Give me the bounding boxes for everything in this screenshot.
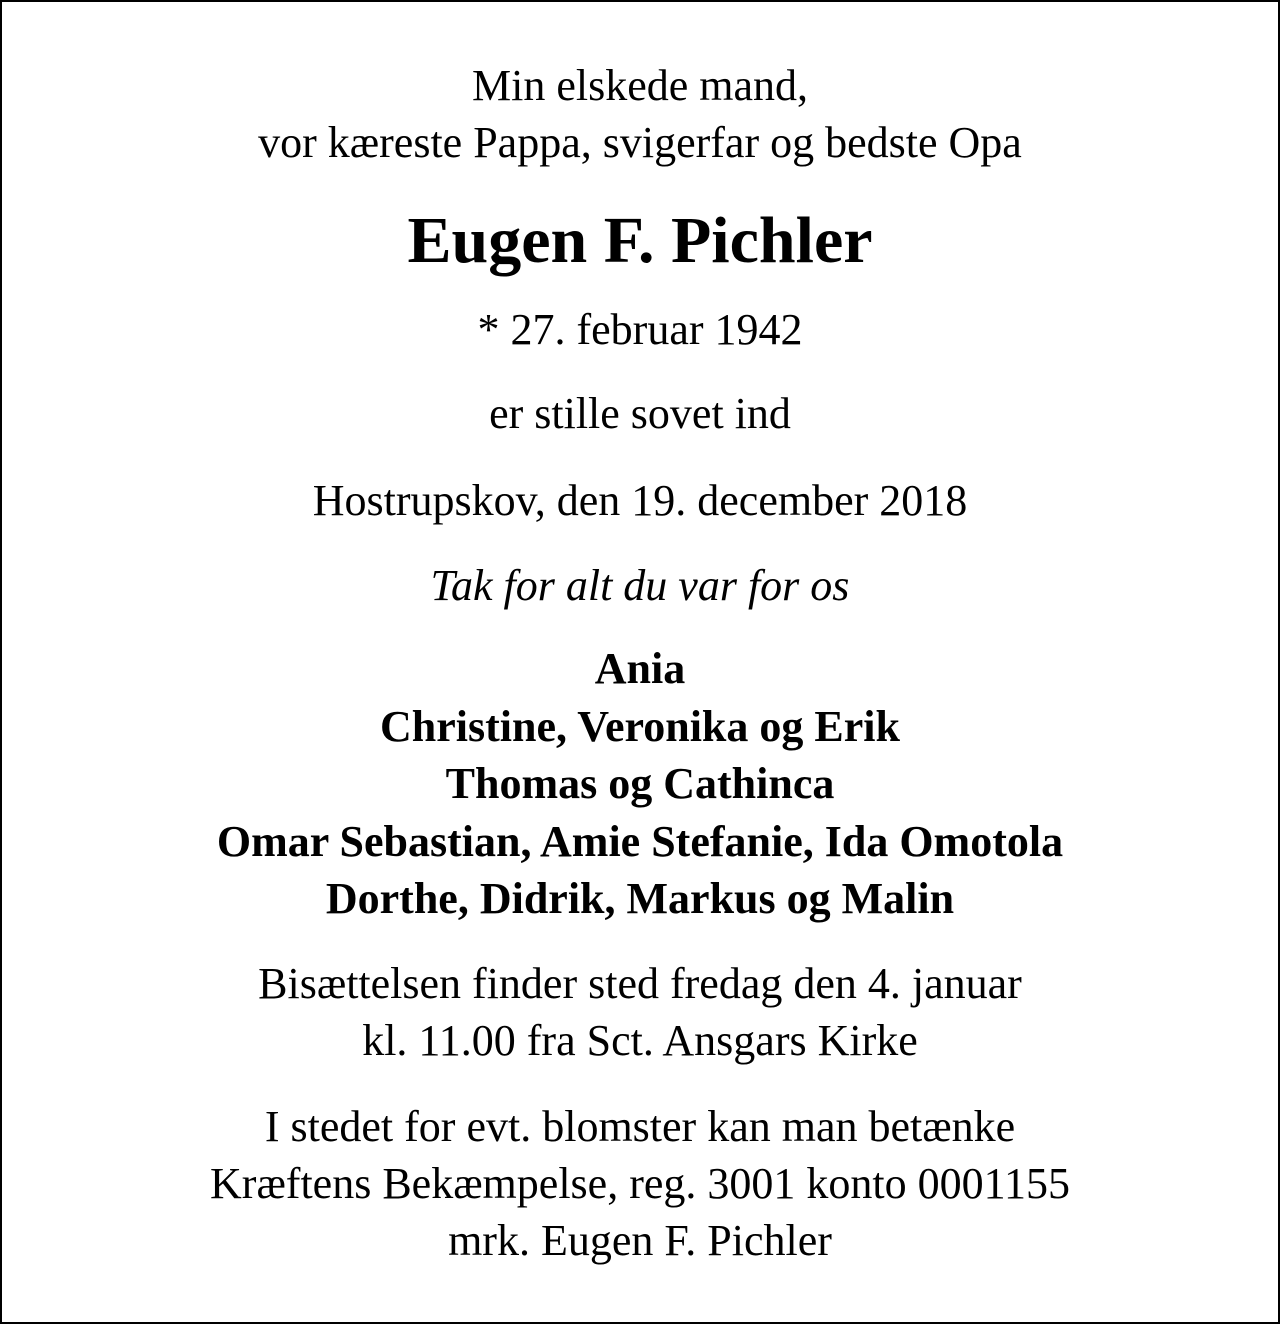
birth-date: * 27. februar 1942 — [477, 305, 803, 354]
donation-line-1: I stedet for evt. blomster kan man betænke — [264, 1102, 1016, 1151]
family-line-2: Christine, Veronika og Erik — [380, 702, 900, 751]
donation-line-2: Kræftens Bekæmpelse, reg. 3001 konto 0001155 — [210, 1159, 1070, 1208]
family-line-1: Ania — [594, 644, 686, 693]
intro-line-2: vor kæreste Pappa, svigerfar og bedste Opa — [258, 118, 1022, 167]
funeral-line-1: Bisættelsen finder sted fredag den 4. januar — [258, 959, 1022, 1008]
place-and-date: Hostrupskov, den 19. december 2018 — [312, 476, 968, 525]
funeral-line-2: kl. 11.00 fra Sct. Ansgars Kirke — [362, 1016, 918, 1065]
passing-text: er stille sovet ind — [489, 389, 791, 438]
family-line-5: Dorthe, Didrik, Markus og Malin — [325, 874, 955, 923]
family-line-3: Thomas og Cathinca — [445, 759, 835, 808]
family-line-4: Omar Sebastian, Amie Stefanie, Ida Omotola — [216, 817, 1064, 866]
deceased-name: Eugen F. Pichler — [407, 204, 873, 277]
tribute-text: Tak for alt du var for os — [430, 561, 850, 610]
intro-line-1: Min elskede mand, — [471, 61, 809, 110]
donation-line-3: mrk. Eugen F. Pichler — [448, 1216, 832, 1265]
